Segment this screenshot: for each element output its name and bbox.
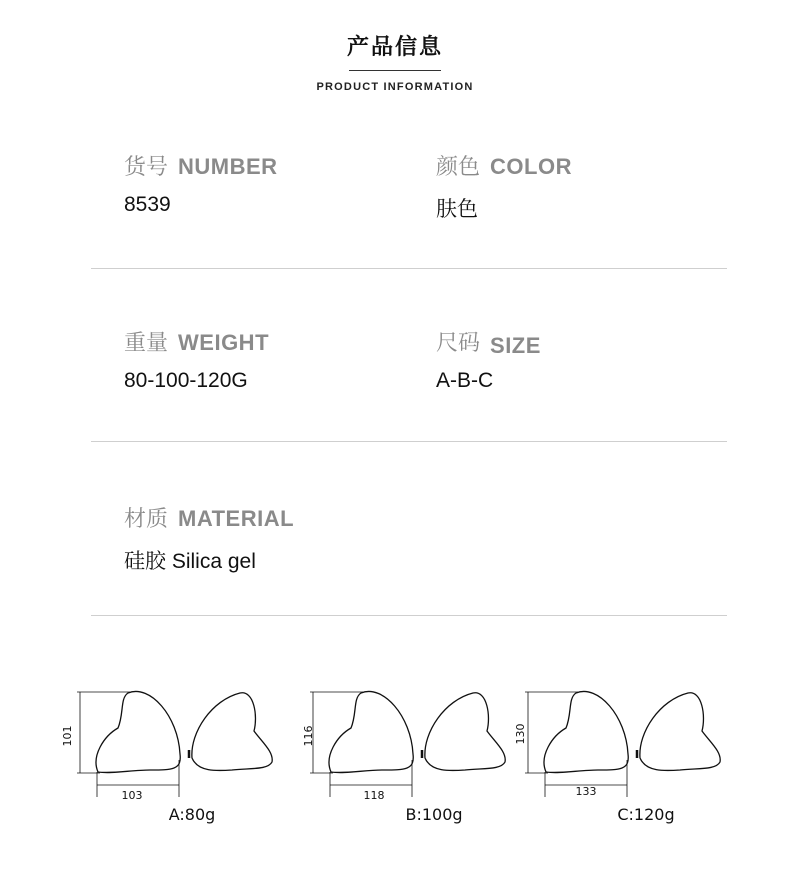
size-c-caption: C:120g (617, 805, 675, 824)
field-number (124, 150, 278, 217)
field-weight-label-cn: 重量 (124, 330, 169, 355)
size-a-height-label: 101 (61, 725, 74, 747)
field-color-label (436, 150, 572, 181)
field-weight (124, 326, 269, 393)
field-color-label-cn: 颜色 (436, 154, 481, 179)
size-b-left-pad-shape (329, 691, 413, 772)
size-c-left-pad-shape (544, 691, 628, 772)
row-divider (91, 615, 727, 616)
size-a-diagram (77, 691, 272, 797)
size-a-caption: A:80g (168, 805, 216, 824)
field-material (124, 502, 294, 575)
field-color-label-en: COLOR (490, 154, 572, 179)
size-c-height-label: 130 (514, 723, 527, 745)
field-weight-label (124, 326, 269, 357)
field-material-label-en: MATERIAL (178, 506, 295, 531)
page-title: 产品信息 (346, 34, 443, 59)
field-color (436, 150, 572, 223)
field-material-label-cn: 材质 (124, 506, 169, 531)
size-c-diagram (525, 691, 720, 797)
field-size-value: A-B-C (436, 369, 494, 392)
size-b-width-label: 118 (363, 789, 385, 802)
field-number-label-cn: 货号 (124, 154, 169, 179)
page-subtitle: PRODUCT INFORMATION (316, 81, 474, 93)
field-weight-label-en: WEIGHT (178, 330, 270, 355)
field-material-label (124, 502, 294, 533)
size-b-caption: B:100g (405, 805, 463, 824)
field-size-label-en: SIZE (490, 333, 541, 358)
row-divider (91, 441, 727, 442)
size-c-width-label: 133 (575, 785, 597, 798)
field-size (436, 326, 541, 393)
field-number-value: 8539 (124, 193, 171, 216)
size-c-right-pad-shape (640, 693, 720, 771)
size-b-diagram (310, 691, 505, 797)
title-underline (349, 70, 441, 71)
field-weight-value: 80-100-120G (124, 369, 248, 392)
field-size-label-cn: 尺码 (436, 330, 481, 355)
field-color-value: 肤色 (436, 198, 478, 221)
field-number-label-en: NUMBER (178, 154, 278, 179)
size-a-right-pad-shape (192, 693, 272, 771)
size-a-width-label: 103 (121, 789, 143, 802)
size-b-right-pad-shape (425, 693, 505, 771)
field-number-label (124, 150, 278, 181)
size-diagrams (0, 676, 790, 836)
row-divider (91, 268, 727, 269)
field-material-value: 硅胶 Silica gel (124, 550, 256, 573)
page-header (0, 30, 790, 93)
size-a-left-pad-shape (96, 691, 180, 772)
field-size-label (436, 326, 541, 357)
size-b-height-label: 116 (302, 725, 315, 747)
